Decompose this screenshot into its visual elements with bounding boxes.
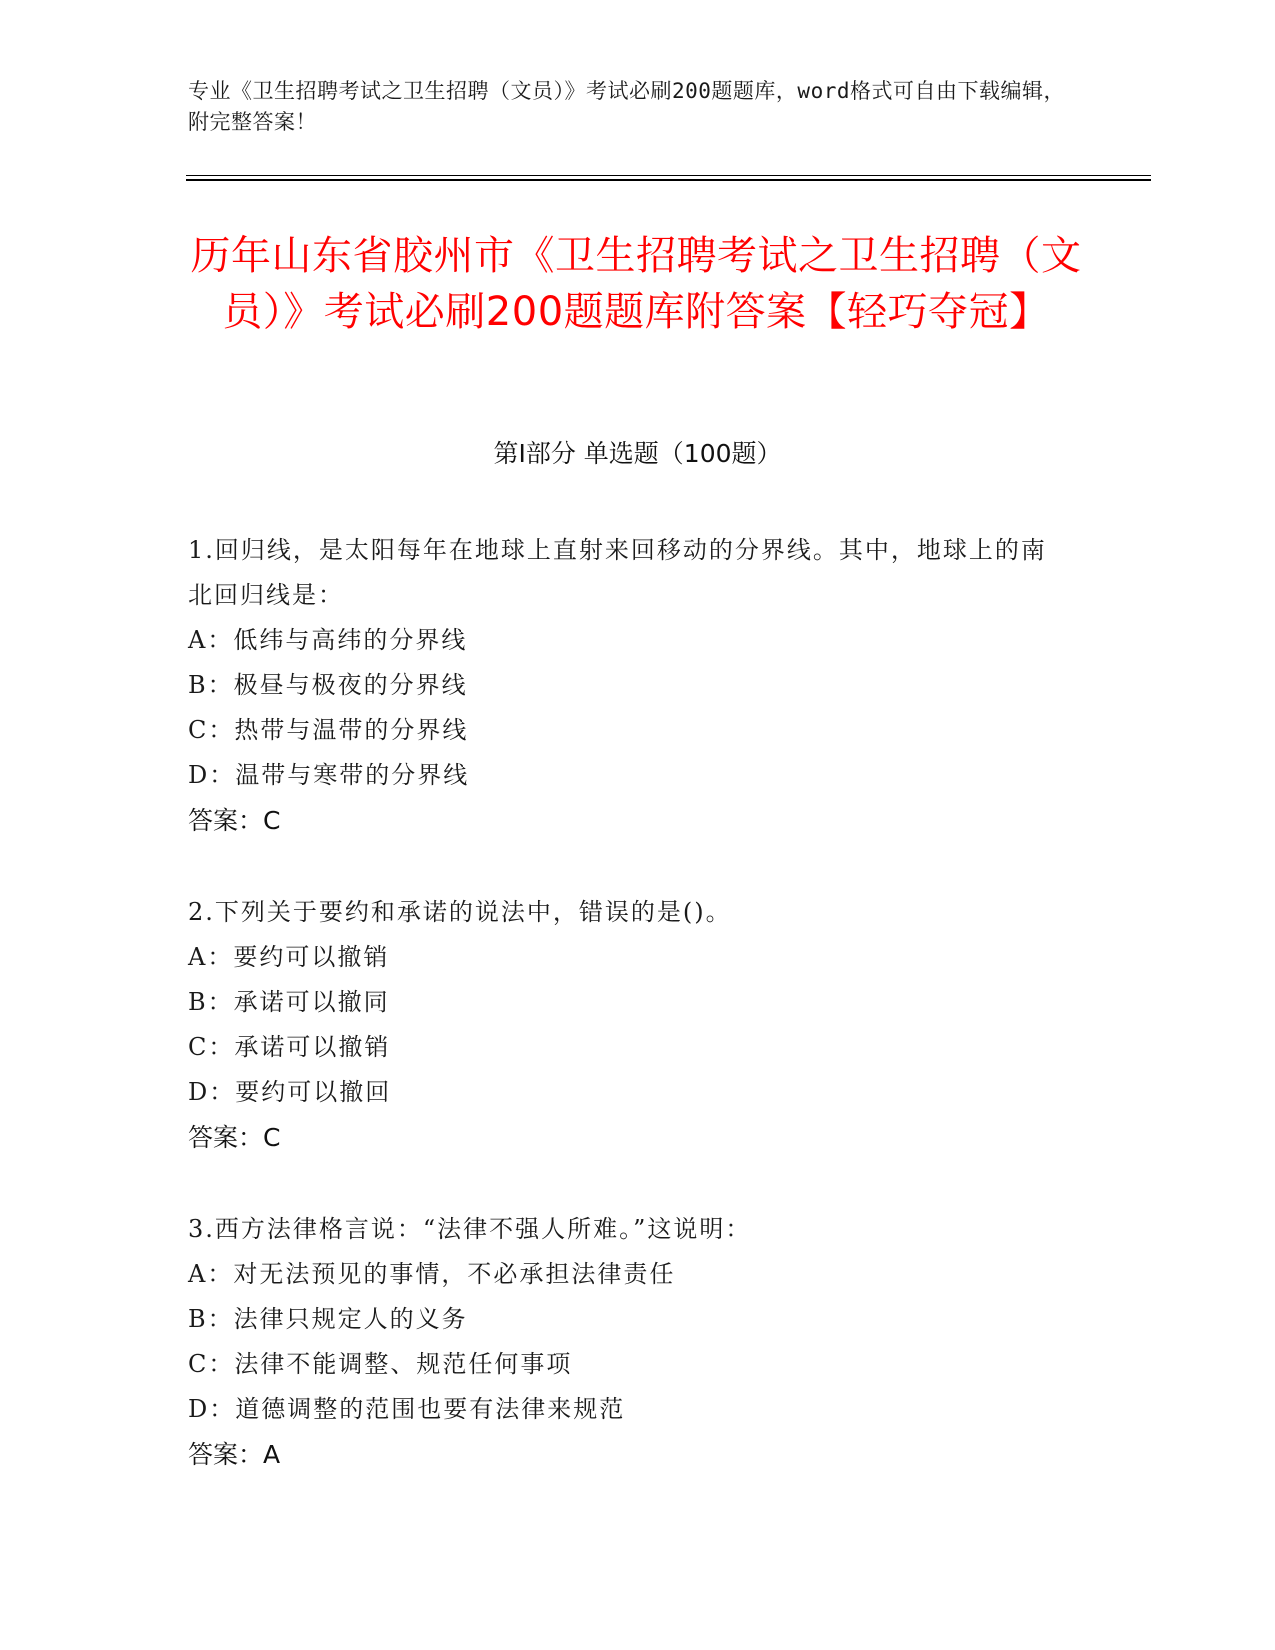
question-2 — [188, 890, 1068, 1161]
header-note: 专业《卫生招聘考试之卫生招聘（文员）》考试必刷200题题库，word格式可自由下载编辑，附完整答案！ — [188, 79, 1065, 134]
option-b: B：法律只规定人的义务 — [188, 1305, 468, 1333]
option-c: C：承诺可以撤销 — [188, 1033, 391, 1061]
option-d: D：道德调整的范围也要有法律来规范 — [188, 1395, 626, 1423]
option-d: D：温带与寒带的分界线 — [188, 761, 470, 789]
option-a: A：对无法预见的事情，不必承担法律责任 — [188, 1260, 676, 1288]
option-b: B：承诺可以撤同 — [188, 988, 390, 1016]
question-stem: 3.西方法律格言说：“法律不强人所难。”这说明： — [188, 1215, 752, 1243]
document-title: 历年山东省胶州市《卫生招聘考试之卫生招聘（文员）》考试必刷200题题库附答案【轻巧夺冠】 — [190, 233, 1082, 335]
question-list — [188, 528, 1068, 1524]
answer: 答案：C — [188, 1123, 281, 1152]
option-d: D：要约可以撤回 — [188, 1078, 392, 1106]
option-c: C：法律不能调整、规范任何事项 — [188, 1350, 573, 1378]
question-stem: 1.回归线，是太阳每年在地球上直射来回移动的分界线。其中，地球上的南北回归线是： — [188, 536, 1047, 609]
option-b: B：极昼与极夜的分界线 — [188, 671, 468, 699]
header-divider-thin — [186, 175, 1151, 176]
header-divider-thick — [186, 179, 1151, 181]
section-title: 第I部分 单选题（100题） — [493, 439, 782, 468]
option-a: A：要约可以撤销 — [188, 943, 390, 971]
answer: 答案：A — [188, 1440, 281, 1469]
question-3 — [188, 1207, 1068, 1478]
answer: 答案：C — [188, 806, 281, 835]
question-stem: 2.下列关于要约和承诺的说法中，错误的是()。 — [188, 898, 732, 926]
option-a: A：低纬与高纬的分界线 — [188, 626, 468, 654]
question-1 — [188, 528, 1068, 844]
option-c: C：热带与温带的分界线 — [188, 716, 469, 744]
